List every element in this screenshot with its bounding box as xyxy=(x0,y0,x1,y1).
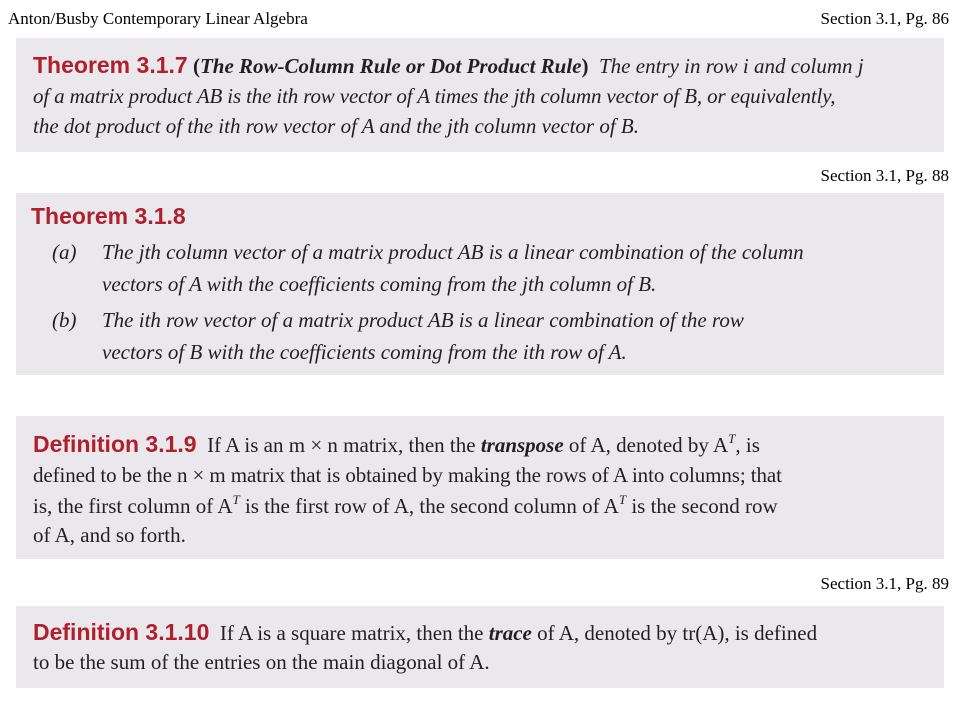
theorem-3-1-7-title: Theorem 3.1.7 xyxy=(33,52,188,78)
definition-3-1-9-line-3 xyxy=(33,494,778,519)
definition-3-1-10-text-1b: of A, denoted by tr(A), is defined xyxy=(537,621,818,645)
definition-3-1-9-text-3b: is the first row of A, the second column of A xyxy=(244,494,619,518)
section-ref-86: Section 3.1, Pg. 86 xyxy=(820,9,949,28)
transpose-superscript-3: T xyxy=(618,492,627,507)
definition-3-1-9-text-3c: is the second row xyxy=(631,494,778,518)
transpose-superscript: T xyxy=(728,431,736,446)
section-ref-89: Section 3.1, Pg. 89 xyxy=(820,574,949,593)
theorem-3-1-7-paren-open: ( xyxy=(192,54,200,78)
definition-3-1-9-line-1 xyxy=(33,431,760,458)
book-title: Anton/Busby Contemporary Linear Algebra xyxy=(8,9,308,28)
theorem-3-1-8-label-b: (b) xyxy=(52,308,77,332)
definition-3-1-10-term: trace xyxy=(488,621,532,645)
theorem-3-1-7-name: The Row-Column Rule or Dot Product Rule xyxy=(199,54,582,78)
theorem-3-1-8-b-line-2: vectors of B with the coefficients coming from the ith row of A. xyxy=(102,340,627,364)
theorem-3-1-8-box xyxy=(16,193,944,375)
theorem-3-1-7-text-1: The entry in row i and column j xyxy=(599,54,864,78)
theorem-3-1-8-a-line-2: vectors of A with the coefficients coming from the jth column of B. xyxy=(102,272,657,296)
theorem-3-1-7-line-1 xyxy=(33,52,864,79)
definition-3-1-10-line-1 xyxy=(33,619,817,646)
definition-3-1-10-text-1a: If A is a square matrix, then the xyxy=(219,621,484,645)
theorem-3-1-8-a-line-1: The jth column vector of a matrix product AB is a linear combination of the column xyxy=(102,240,804,264)
transpose-superscript-2: T xyxy=(232,492,240,507)
definition-3-1-9-text-3a: is, the first column of A xyxy=(33,494,233,518)
definition-3-1-10-text-2: to be the sum of the entries on the main diagonal of A. xyxy=(33,650,490,674)
theorem-3-1-7-text-2: of a matrix product AB is the ith row vector of A times the jth column vector of B, or equivalently, xyxy=(33,84,836,108)
definition-3-1-9-text-4: of A, and so forth. xyxy=(33,523,186,547)
definition-3-1-9-term: transpose xyxy=(480,433,564,457)
theorem-3-1-7-text-3: the dot product of the ith row vector of A and the jth column vector of B. xyxy=(33,114,639,138)
theorem-3-1-7-box xyxy=(16,38,944,152)
definition-3-1-9-text-1c: , is xyxy=(735,433,760,457)
theorem-3-1-8-b-line-1: The ith row vector of a matrix product AB is a linear combination of the row xyxy=(102,308,744,332)
definition-3-1-9-box xyxy=(16,416,944,559)
theorem-3-1-7-paren-close: ) xyxy=(581,54,589,78)
theorem-3-1-8-label-a: (a) xyxy=(52,240,77,264)
definition-3-1-9-text-2: defined to be the n × m matrix that is obtained by making the rows of A into columns; that xyxy=(33,463,782,487)
section-ref-88: Section 3.1, Pg. 88 xyxy=(820,166,949,185)
definition-3-1-10-title: Definition 3.1.10 xyxy=(33,619,210,645)
definition-3-1-9-title: Definition 3.1.9 xyxy=(33,431,197,457)
definition-3-1-10-box xyxy=(16,606,944,688)
definition-3-1-9-text-1a: If A is an m × n matrix, then the xyxy=(207,433,476,457)
definition-3-1-9-text-1b: of A, denoted by A xyxy=(568,433,729,457)
theorem-3-1-8-title: Theorem 3.1.8 xyxy=(31,203,186,229)
